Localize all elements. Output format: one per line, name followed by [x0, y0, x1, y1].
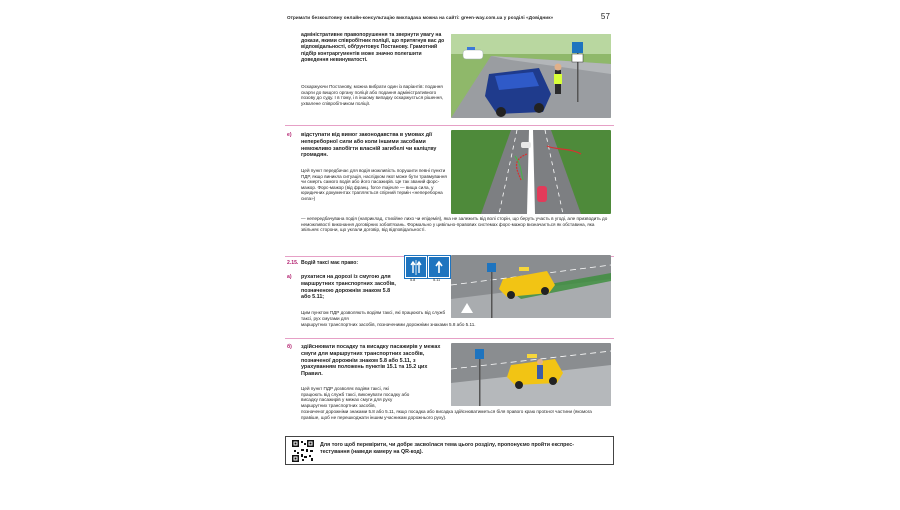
- item-b-body-1: Цей пункт ПДР дозволяє водіям таксі, які працюють від служб таксі, виконувати посадку або висадку пасажирів у межах смуги для руху маршрутних транспортних засобів,: [301, 386, 410, 408]
- qr-instruction-text: Для того щоб перевірити, чи добре засвоїлася тема цього розділу, пропонуємо пройти експрес-тестування (наведи камеру на QR-код).: [320, 442, 574, 455]
- taxi-pickup-illustration: [451, 343, 611, 406]
- textbook-page: [283, 6, 616, 470]
- qr-code-icon[interactable]: [292, 440, 314, 462]
- section-divider: [285, 338, 614, 339]
- evasive-maneuver-illustration: [451, 130, 611, 214]
- item-b-body-2: позначеної дорожніми знаками 5.8 або 5.11, якщо посадка або висадка здійснюватиметься біля правого краю проїзної частини (якомога правіше, щоб не перешкоджати іншим учасникам дорожнього руху).: [301, 409, 592, 420]
- section-heading: Водій таксі має право:: [301, 260, 359, 266]
- item-e-heading: відступати від вимог законодавства в умовах дії непереборної сили або коли іншими засобами неможливо запобігти власній загибелі чи каліцтву громадян.: [301, 132, 437, 159]
- item-b-letter: б): [287, 344, 292, 350]
- item-a-heading: рухатися на дорозі із смугою для маршрутних транспортних засобів, позначеною дорожнім знаком 5.8 або 5.11;: [301, 274, 396, 301]
- qr-callout: [285, 436, 614, 465]
- page-header: [283, 12, 616, 24]
- police-scene-illustration: [451, 34, 611, 118]
- page-number: 57: [600, 12, 610, 21]
- intro-paragraph-1: адміністративне правопорушення та звернути увагу на докази, якими співробітник поліції, що притягнув вас до відповідальності, обґрунтовує Постанову. Грамотний підбір контраргументів може значно полегшити доведення невинуватості.: [301, 32, 445, 63]
- item-a-body-1: Цим пунктом ПДР дозволяють водіям таксі, які працюють від служб таксі, рух смугами для: [301, 310, 446, 321]
- intro-paragraph-2: Оскаржуючи Постанову, можна вибрати один із варіантів: подання скарги до вищого органу поліції або подання адміністративного позову до суду. І в тому, і в іншому випадку оскаржується рішення, ухвалене співробітником поліції.: [301, 84, 444, 106]
- item-a-body-2: маршрутних транспортних засобів, позначеними дорожніми знаками 5.8 або 5.11.: [301, 322, 476, 327]
- item-b-heading: здійснювати посадку та висадку пасажирів у межах смуги для маршрутних транспортних засобів, позначеної дорожнім знаком 5.8 або 5.11, з урахуванням положень пунктів 15.1 та 15.2 цих Правил.: [301, 344, 441, 378]
- sign-caption-5-11: 5.11: [433, 278, 441, 282]
- item-e-body-1: Цей пункт передбачає для водія можливість порушити певні пункти ПДР, якщо виникла ситуація, наслідком якої може бути травмування чи смерть самого водія або його пасажирів. Це так званий форс-мажор. Форс-мажор (від франц. force majeure — вища сила, у юридичних документах трапляється спірний термін «непереборна сила»): [301, 168, 447, 201]
- header-title: Отримати безкоштовну онлайн-консультацію викладача можна на сайті: green-way.com.ua у розділі «Довідник»: [287, 15, 554, 20]
- item-e-letter: е): [287, 132, 292, 138]
- item-a-letter: а): [287, 274, 292, 280]
- road-sign-5-8-icon: [405, 256, 427, 278]
- taxi-bus-lane-illustration: [451, 255, 611, 318]
- section-number: 2.15.: [287, 260, 299, 266]
- item-e-body-2: — непередбачувана подія (наприклад, стихійне лихо чи епідемія), яка не залежить від волі сторін, що беруть участь в угоді, але призводить до неможливості виконання договірних зобов'язань. Формально у цивільно-правових системах форс-мажор визначається як обставина, яка звільняє сторони, що уклали договір, від відповідальності.: [301, 216, 608, 233]
- section-divider: [285, 125, 614, 126]
- sign-caption-5-8: 5.8: [410, 278, 416, 282]
- road-sign-5-11-icon: [428, 256, 450, 278]
